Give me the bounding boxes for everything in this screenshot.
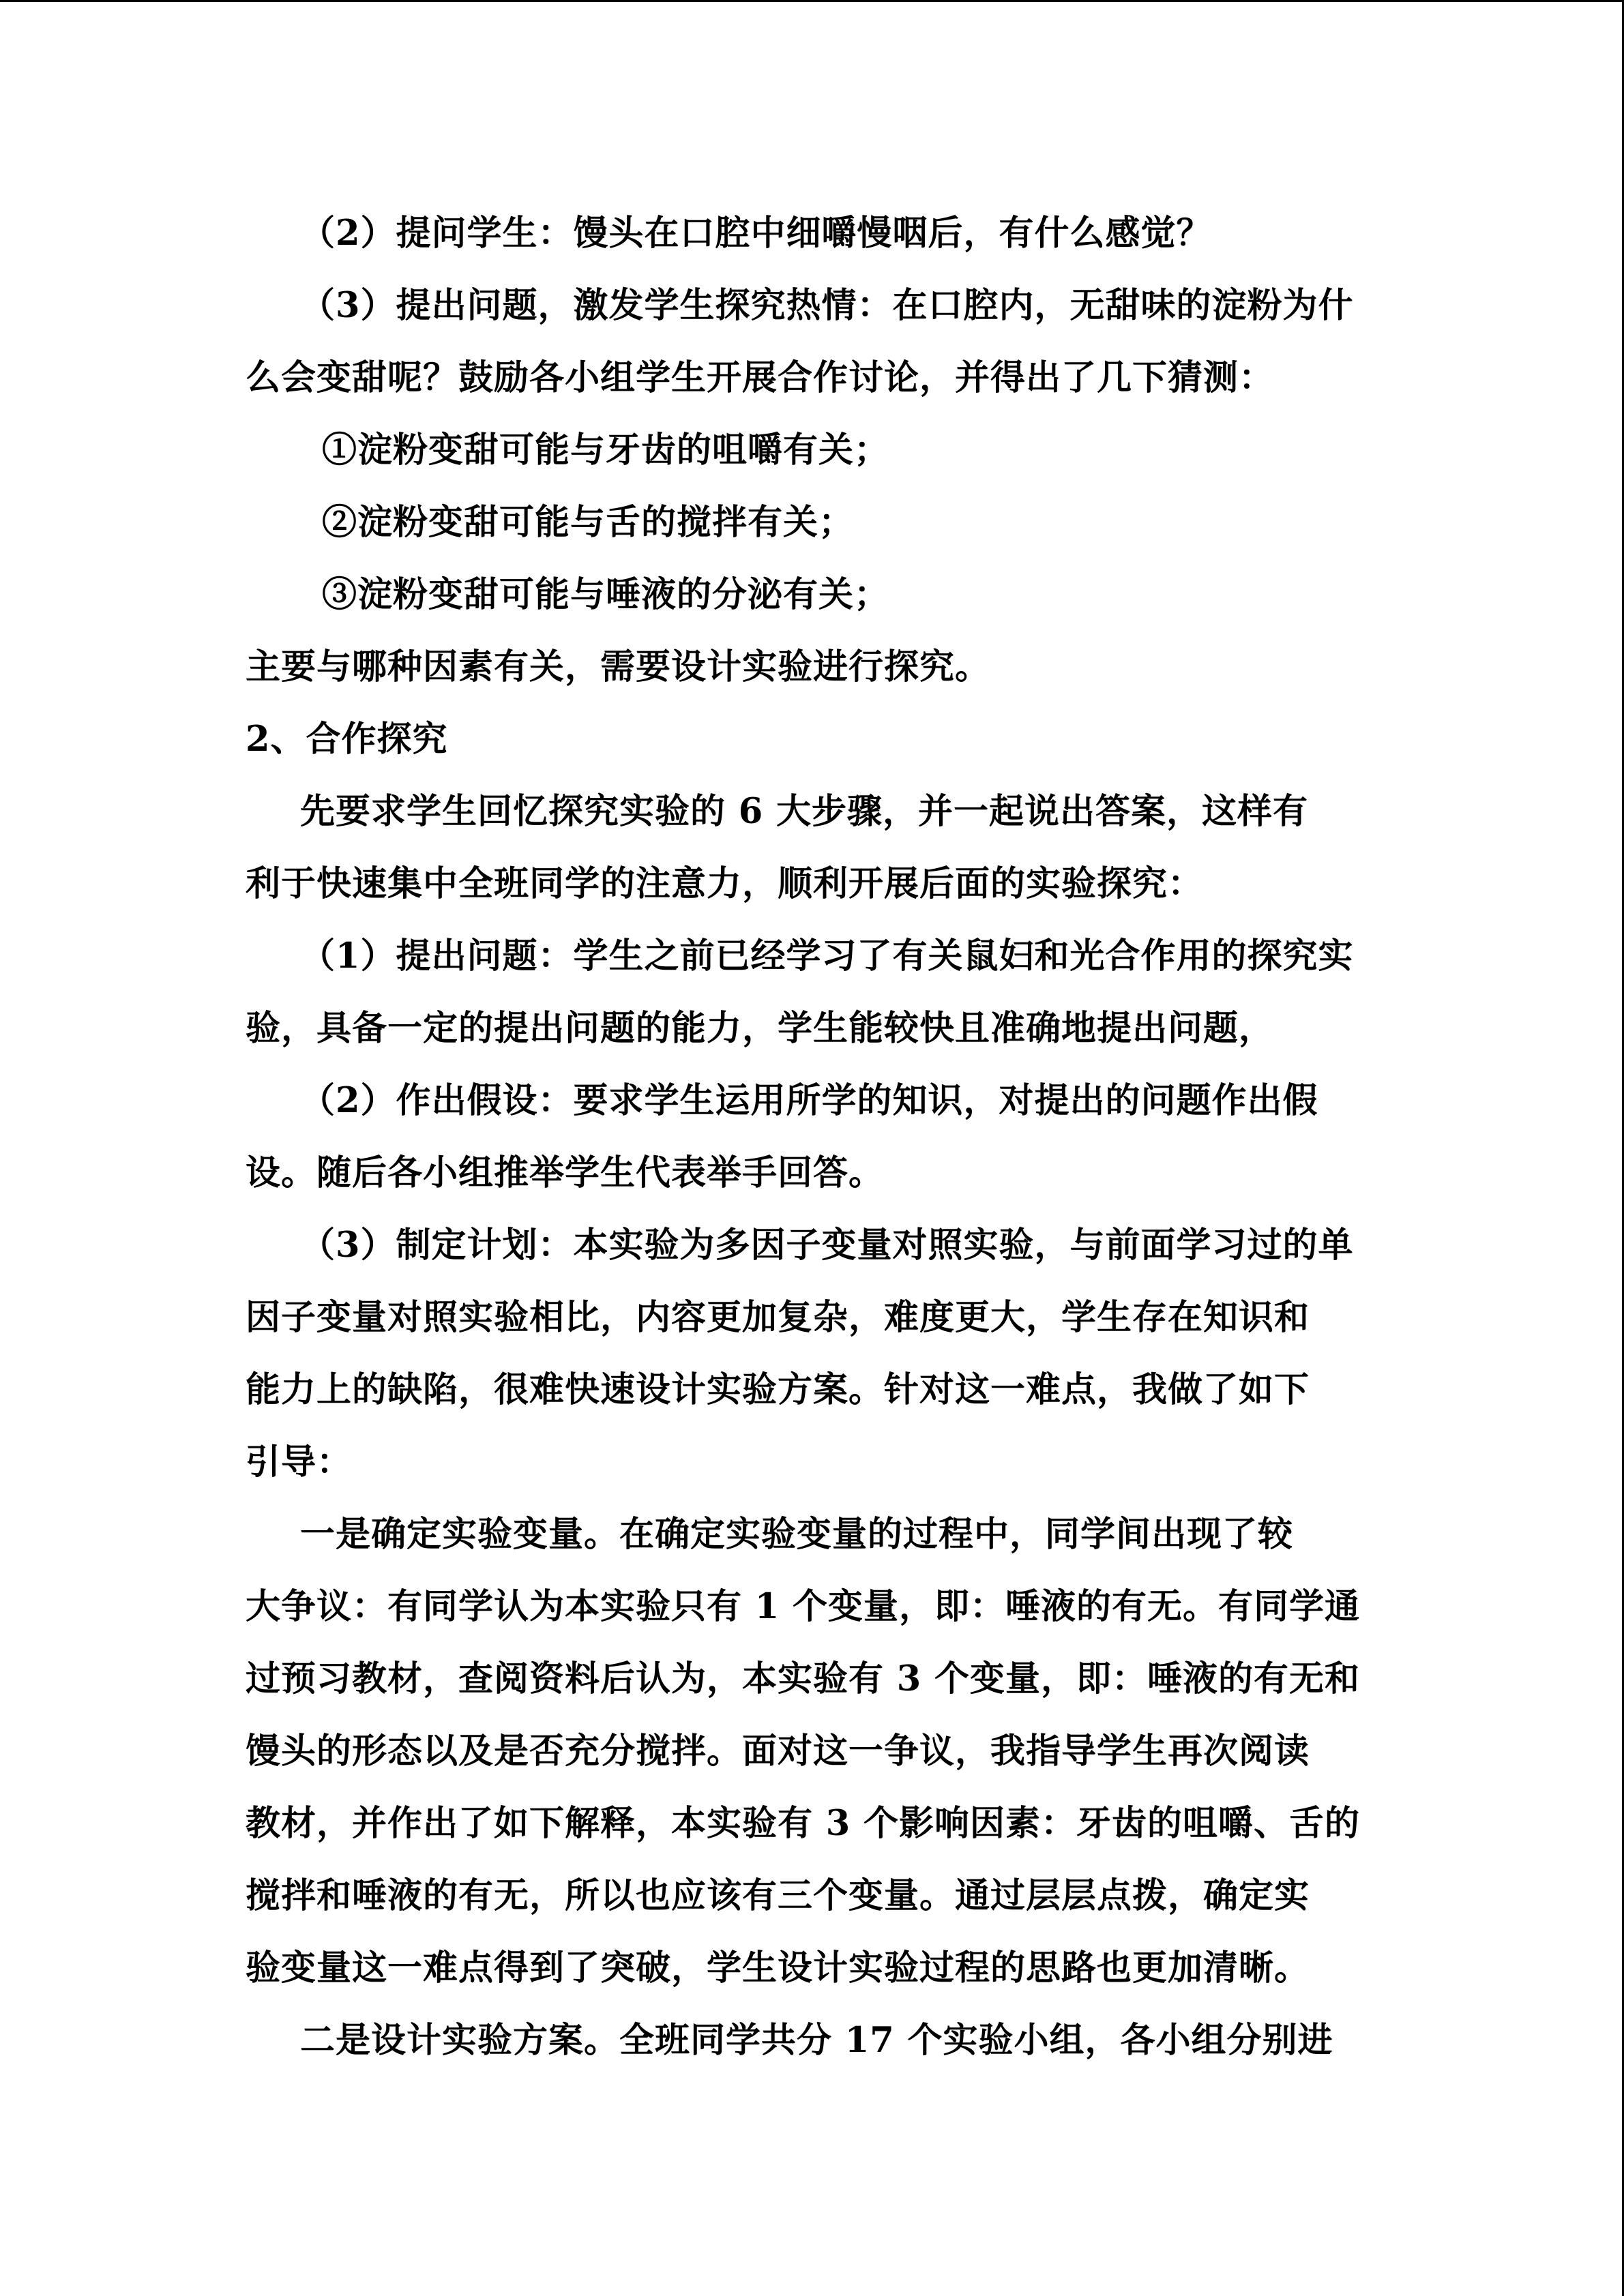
guess-item: ③淀粉变甜可能与唾液的分泌有关； (322, 574, 890, 615)
page-border-top (0, 0, 1624, 2)
paragraph-line: 设。随后各小组推举学生代表举手回答。 (246, 1152, 885, 1193)
paragraph-line: 二是设计实验方案。全班同学共分 17 个实验小组，各小组分别进 (300, 2020, 1333, 2061)
paragraph-line: 利于快速集中全班同学的注意力，顺利开展后面的实验探究： (246, 863, 1204, 904)
paragraph-line: 大争议：有同学认为本实验只有 1 个变量，即：唾液的有无。有同学通 (246, 1586, 1361, 1627)
paragraph-line: 么会变甜呢？鼓励各小组学生开展合作讨论，并得出了几下猜测： (246, 357, 1275, 398)
paragraph-line: （2）提问学生：馒头在口腔中细嚼慢咽后，有什么感觉？ (300, 213, 1212, 254)
paragraph-line: 验，具备一定的提出问题的能力，学生能较快且准确地提出问题， (246, 1008, 1275, 1049)
paragraph-line: （1）提出问题：学生之前已经学习了有关鼠妇和光合作用的探究实 (300, 936, 1354, 976)
paragraph-line: 引导： (246, 1442, 353, 1482)
paragraph-line: 先要求学生回忆探究实验的 6 大步骤，并一起说出答案，这样有 (300, 791, 1308, 832)
paragraph-line: （3）提出问题，激发学生探究热情：在口腔内，无甜味的淀粉为什 (300, 285, 1354, 326)
paragraph-line: 馒头的形态以及是否充分搅拌。面对这一争议，我指导学生再次阅读 (246, 1731, 1310, 1772)
paragraph-line: 因子变量对照实验相比，内容更加复杂，难度更大，学生存在知识和 (246, 1297, 1310, 1338)
paragraph-line: 验变量这一难点得到了突破，学生设计实验过程的思路也更加清晰。 (246, 1948, 1310, 1988)
guess-item: ②淀粉变甜可能与舌的搅拌有关； (322, 502, 855, 543)
paragraph-line: 搅拌和唾液的有无，所以也应该有三个变量。通过层层点拨，确定实 (246, 1875, 1310, 1916)
paragraph-line: 教材，并作出了如下解释，本实验有 3 个影响因素：牙齿的咀嚼、舌的 (246, 1803, 1361, 1844)
paragraph-line: （2）作出假设：要求学生运用所学的知识，对提出的问题作出假 (300, 1080, 1318, 1121)
paragraph-line: 能力上的缺陷，很难快速设计实验方案。针对这一难点，我做了如下 (246, 1369, 1310, 1410)
paragraph-line: （3）制定计划：本实验为多因子变量对照实验，与前面学习过的单 (300, 1225, 1354, 1266)
guess-item: ①淀粉变甜可能与牙齿的咀嚼有关； (322, 430, 890, 471)
paragraph-line: 一是确定实验变量。在确定实验变量的过程中，同学间出现了较 (300, 1514, 1294, 1555)
paragraph-line: 过预习教材，查阅资料后认为，本实验有 3 个变量，即：唾液的有无和 (246, 1658, 1361, 1699)
paragraph-line: 主要与哪种因素有关，需要设计实验进行探究。 (246, 646, 991, 687)
section-heading: 2、合作探究 (246, 719, 448, 760)
